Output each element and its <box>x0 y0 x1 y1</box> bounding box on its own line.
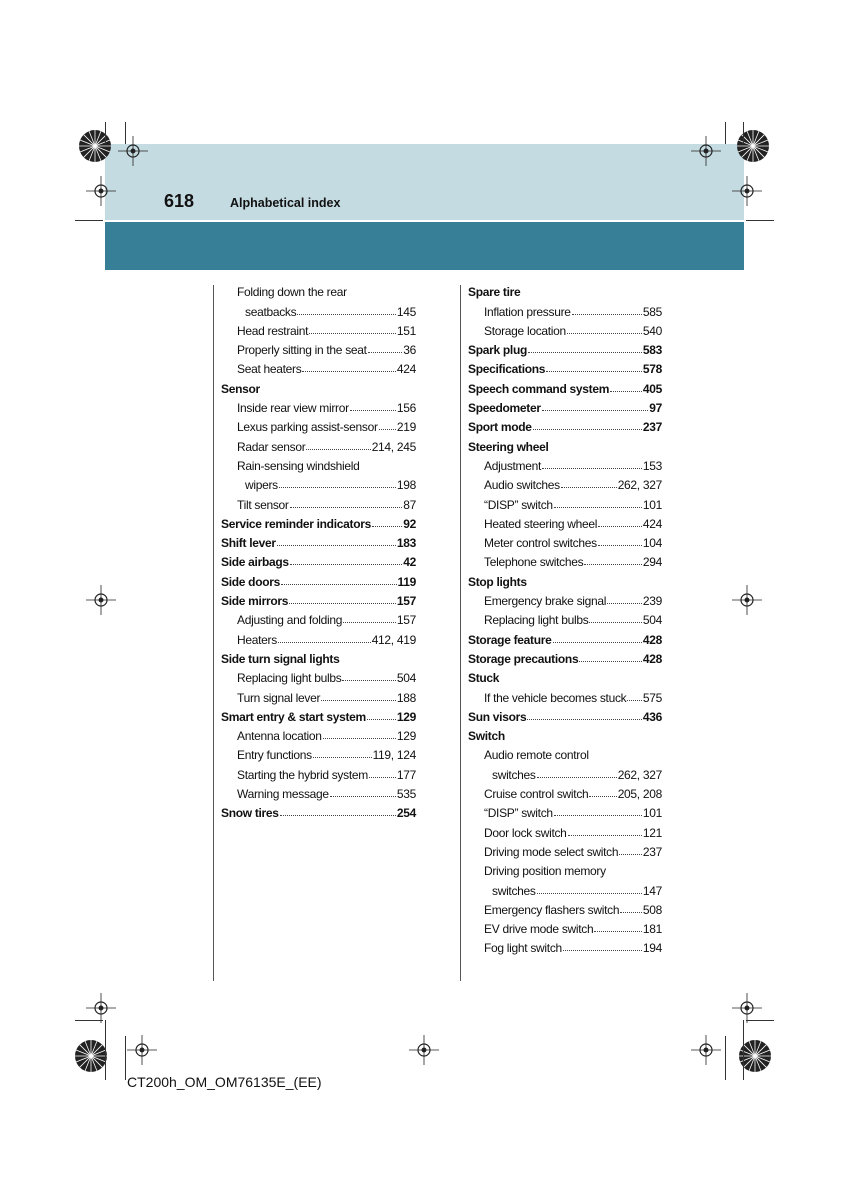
dot-leader <box>546 371 642 372</box>
crop-mark <box>105 1020 106 1080</box>
index-entry-page: 151 <box>396 323 416 338</box>
index-entry-text: Shift lever <box>221 536 276 551</box>
index-entry <box>221 299 416 318</box>
index-entry <box>468 319 662 338</box>
index-entry-text: Speech command system <box>468 381 610 396</box>
index-entry-text: Storage feature <box>468 632 552 647</box>
crosshair-target-icon <box>691 1035 721 1065</box>
index-entry-text: Replacing light bulbs <box>237 671 342 686</box>
index-entry <box>221 589 416 608</box>
dot-leader <box>598 545 642 546</box>
index-entry-text: Emergency brake signal <box>484 594 607 609</box>
index-entry-text: Side mirrors <box>221 594 289 609</box>
index-entry <box>221 473 416 492</box>
index-entry-page: 87 <box>403 497 416 512</box>
dot-leader <box>542 468 642 469</box>
index-entry-page: 198 <box>396 478 416 493</box>
dot-leader <box>368 352 403 353</box>
index-entry-text: Tilt sensor <box>237 497 289 512</box>
dot-leader <box>297 314 396 315</box>
dot-leader <box>554 507 642 508</box>
index-entry-page: 121 <box>642 825 662 840</box>
index-entry-text: Speedometer <box>468 401 541 416</box>
dot-leader <box>594 931 641 932</box>
crosshair-target-icon <box>86 585 116 615</box>
index-entry-text: Lexus parking assist-sensor <box>237 420 378 435</box>
index-entry-text: Cruise control switch <box>484 787 589 802</box>
index-entry-text: Heaters <box>237 632 277 647</box>
index-entry <box>468 666 662 685</box>
index-entry-page: 237 <box>642 844 662 859</box>
index-entry-text: Sensor <box>221 381 260 396</box>
index-entry-text: Starting the hybrid system <box>237 767 368 782</box>
dot-leader <box>627 700 642 701</box>
index-entry-page: 177 <box>396 767 416 782</box>
registration-wheel-icon <box>75 126 115 166</box>
index-entry <box>468 608 662 627</box>
index-entry-page: 428 <box>642 651 662 666</box>
index-entry <box>468 434 662 453</box>
index-entry <box>221 743 416 762</box>
index-entry-page: 424 <box>642 516 662 531</box>
index-entry <box>221 705 416 724</box>
index-entry-text: Folding down the rear <box>237 285 347 300</box>
index-entry-text: EV drive mode switch <box>484 922 594 937</box>
index-entry-text: seatbacks <box>245 304 297 319</box>
index-entry-page: 583 <box>642 343 662 358</box>
column-divider-left <box>213 285 214 981</box>
index-entry-page: 156 <box>396 401 416 416</box>
registration-wheel-icon <box>733 126 773 166</box>
index-entry <box>221 454 416 473</box>
index-entry <box>468 743 662 762</box>
index-entry-page: 97 <box>649 401 662 416</box>
index-entry <box>221 608 416 627</box>
crosshair-target-icon <box>86 176 116 206</box>
index-entry-page: 575 <box>642 690 662 705</box>
index-entry-page: 508 <box>642 902 662 917</box>
index-entry-text: switches <box>492 767 536 782</box>
index-entry-text: Seat heaters <box>237 362 302 377</box>
dot-leader <box>372 526 402 527</box>
index-entry-text: Switch <box>468 729 505 744</box>
index-entry-page: 436 <box>642 709 662 724</box>
index-entry-page: 147 <box>642 883 662 898</box>
index-entry-text: Radar sensor <box>237 439 306 454</box>
crosshair-target-icon <box>732 176 762 206</box>
index-entry <box>468 299 662 318</box>
index-entry-page: 129 <box>396 729 416 744</box>
dot-leader <box>290 564 402 565</box>
index-entry <box>221 357 416 376</box>
index-entry-text: Audio remote control <box>484 748 589 763</box>
crop-mark <box>746 220 774 221</box>
index-entry-text: Inflation pressure <box>484 304 571 319</box>
index-entry-text: Driving mode select switch <box>484 844 619 859</box>
dot-leader <box>369 777 396 778</box>
index-entry <box>468 473 662 492</box>
index-entry-page: 540 <box>642 323 662 338</box>
index-entry <box>468 724 662 743</box>
crop-mark <box>125 122 126 144</box>
index-entry-text: Audio switches <box>484 478 560 493</box>
index-entry <box>468 415 662 434</box>
index-entry-text: Specifications <box>468 362 546 377</box>
index-entry-page: 157 <box>396 613 416 628</box>
index-entry <box>221 762 416 781</box>
dot-leader <box>537 777 617 778</box>
index-entry <box>221 396 416 415</box>
dot-leader <box>290 507 403 508</box>
index-entry <box>468 589 662 608</box>
crosshair-target-icon <box>691 136 721 166</box>
index-entry-page: 104 <box>642 536 662 551</box>
index-entry-page: 92 <box>403 516 416 531</box>
index-entry-text: Warning message <box>237 787 329 802</box>
index-entry-text: Adjustment <box>484 458 542 473</box>
index-entry-page: 101 <box>642 497 662 512</box>
index-entry-text: Entry functions <box>237 748 312 763</box>
dot-leader <box>589 796 616 797</box>
crosshair-target-icon <box>86 993 116 1023</box>
index-entry <box>468 338 662 357</box>
index-entry-page: 504 <box>642 613 662 628</box>
index-entry <box>468 762 662 781</box>
index-entry <box>221 647 416 666</box>
index-entry <box>221 550 416 569</box>
index-entry <box>221 531 416 550</box>
index-entry-text: Adjusting and folding <box>237 613 343 628</box>
dot-leader <box>279 487 396 488</box>
dot-leader <box>306 449 370 450</box>
index-entry-text: Smart entry & start system <box>221 709 366 724</box>
index-entry <box>468 820 662 839</box>
index-column-left <box>221 280 416 820</box>
index-entry-text: switches <box>492 883 536 898</box>
index-entry <box>468 454 662 473</box>
crosshair-target-icon <box>732 993 762 1023</box>
dot-leader <box>561 487 617 488</box>
crop-mark <box>743 1020 744 1080</box>
dot-leader <box>528 352 642 353</box>
index-entry-text: Storage location <box>484 323 566 338</box>
index-entry-page: 578 <box>642 362 662 377</box>
index-entry <box>468 782 662 801</box>
index-entry <box>468 801 662 820</box>
crop-mark <box>105 122 106 144</box>
index-entry-text: Sport mode <box>468 420 532 435</box>
index-column-right <box>468 280 662 955</box>
crosshair-target-icon <box>127 1035 157 1065</box>
dot-leader <box>589 622 641 623</box>
dot-leader <box>572 314 642 315</box>
dot-leader <box>330 796 396 797</box>
crop-mark <box>75 1020 103 1021</box>
index-entry-text: Steering wheel <box>468 439 549 454</box>
index-entry-text: Turn signal lever <box>237 690 321 705</box>
index-entry <box>468 531 662 550</box>
index-entry-text: “DISP” switch <box>484 806 553 821</box>
crop-mark <box>75 220 103 221</box>
index-entry-page: 405 <box>642 381 662 396</box>
crop-mark <box>725 1036 726 1080</box>
index-entry-text: Meter control switches <box>484 536 597 551</box>
index-entry-text: If the vehicle becomes stuck <box>484 690 627 705</box>
index-entry-page: 262, 327 <box>617 767 662 782</box>
dot-leader <box>527 719 642 720</box>
index-entry <box>221 512 416 531</box>
index-entry-text: Service reminder indicators <box>221 516 371 531</box>
index-entry-text: Spare tire <box>468 285 521 300</box>
index-entry <box>221 666 416 685</box>
dot-leader <box>342 680 395 681</box>
index-entry-page: 101 <box>642 806 662 821</box>
index-entry-page: 157 <box>396 594 416 609</box>
index-entry <box>468 685 662 704</box>
index-entry <box>468 396 662 415</box>
index-entry <box>221 415 416 434</box>
index-entry-text: Door lock switch <box>484 825 567 840</box>
crop-mark <box>125 1036 126 1080</box>
index-entry <box>468 550 662 569</box>
index-entry-page: 129 <box>396 709 416 724</box>
dot-leader <box>620 912 642 913</box>
dot-leader <box>533 429 642 430</box>
dot-leader <box>607 603 642 604</box>
index-entry-text: Side doors <box>221 574 281 589</box>
index-entry-page: 585 <box>642 304 662 319</box>
index-entry <box>468 376 662 395</box>
dot-leader <box>278 642 371 643</box>
index-entry-page: 412, 419 <box>371 632 416 647</box>
index-entry-text: Driving position memory <box>484 864 606 879</box>
index-entry <box>221 319 416 338</box>
index-entry-text: Emergency flashers switch <box>484 902 620 917</box>
index-entry <box>221 280 416 299</box>
index-entry <box>221 801 416 820</box>
index-entry-text: Head restraint <box>237 323 309 338</box>
index-entry <box>221 492 416 511</box>
dot-leader <box>610 391 642 392</box>
index-entry-text: Fog light switch <box>484 941 562 956</box>
index-entry-page: 239 <box>642 594 662 609</box>
index-entry-page: 214, 245 <box>371 439 416 454</box>
index-entry-text: Telephone switches <box>484 555 584 570</box>
index-entry-text: Stuck <box>468 671 500 686</box>
dot-leader <box>321 700 396 701</box>
index-entry-text: Side turn signal lights <box>221 651 340 666</box>
index-entry <box>468 492 662 511</box>
dot-leader <box>280 815 396 816</box>
index-entry <box>221 685 416 704</box>
index-entry <box>468 280 662 299</box>
index-entry-page: 428 <box>642 632 662 647</box>
index-entry-text: Replacing light bulbs <box>484 613 589 628</box>
index-entry-page: 262, 327 <box>617 478 662 493</box>
index-entry <box>221 627 416 646</box>
dot-leader <box>542 410 649 411</box>
crosshair-target-icon <box>118 136 148 166</box>
index-entry <box>221 724 416 743</box>
index-entry <box>468 936 662 955</box>
index-entry-page: 254 <box>396 806 416 821</box>
index-entry-text: Heated steering wheel <box>484 516 598 531</box>
dot-leader <box>281 584 397 585</box>
index-entry-text: Antenna location <box>237 729 322 744</box>
index-entry <box>221 569 416 588</box>
index-entry-page: 145 <box>396 304 416 319</box>
index-entry-text: “DISP” switch <box>484 497 553 512</box>
index-entry <box>221 376 416 395</box>
index-entry <box>468 859 662 878</box>
page-number: 618 <box>164 191 195 211</box>
index-entry-page: 188 <box>396 690 416 705</box>
index-entry-text: Side airbags <box>221 555 289 570</box>
document-code: CT200h_OM_OM76135E_(EE) <box>127 1074 322 1090</box>
dot-leader <box>568 835 642 836</box>
section-title: Alphabetical index <box>230 196 341 210</box>
index-entry-text: Properly sitting in the seat <box>237 343 367 358</box>
dot-leader <box>302 371 395 372</box>
index-entry <box>468 840 662 859</box>
index-entry <box>221 434 416 453</box>
header-band-light <box>105 144 744 220</box>
index-entry-page: 183 <box>396 536 416 551</box>
dot-leader <box>584 564 642 565</box>
index-entry-text: Storage precautions <box>468 651 579 666</box>
dot-leader <box>277 545 396 546</box>
registration-wheel-icon <box>735 1036 775 1076</box>
index-entry <box>468 917 662 936</box>
index-entry <box>468 627 662 646</box>
index-entry-page: 119, 124 <box>372 748 416 763</box>
index-entry-page: 219 <box>396 420 416 435</box>
index-entry-text: Inside rear view mirror <box>237 401 349 416</box>
index-entry <box>468 357 662 376</box>
index-entry-text: wipers <box>245 478 278 493</box>
index-entry-text: Rain-sensing windshield <box>237 458 360 473</box>
dot-leader <box>553 642 642 643</box>
index-entry <box>468 647 662 666</box>
index-entry-page: 294 <box>642 555 662 570</box>
dot-leader <box>289 603 396 604</box>
index-entry-page: 205, 208 <box>617 787 662 802</box>
index-entry-page: 181 <box>642 922 662 937</box>
index-entry-page: 119 <box>397 574 416 589</box>
index-entry-text: Sun visors <box>468 709 527 724</box>
dot-leader <box>554 815 642 816</box>
dot-leader <box>350 410 396 411</box>
dot-leader <box>619 854 642 855</box>
index-entry-page: 424 <box>396 362 416 377</box>
dot-leader <box>323 738 396 739</box>
index-entry <box>468 569 662 588</box>
index-entry <box>468 512 662 531</box>
header-band-dark <box>105 222 744 270</box>
dot-leader <box>313 757 372 758</box>
crop-mark <box>743 122 744 144</box>
index-entry-text: Snow tires <box>221 806 279 821</box>
dot-leader <box>579 661 642 662</box>
index-entry <box>468 705 662 724</box>
column-divider-middle <box>460 285 461 981</box>
index-entry-page: 194 <box>642 941 662 956</box>
index-entry <box>221 338 416 357</box>
index-entry <box>468 878 662 897</box>
dot-leader <box>598 526 642 527</box>
dot-leader <box>567 333 642 334</box>
index-entry-page: 36 <box>403 343 416 358</box>
crop-mark <box>746 1020 774 1021</box>
dot-leader <box>367 719 396 720</box>
index-entry-page: 153 <box>642 458 662 473</box>
index-entry-page: 42 <box>403 555 416 570</box>
index-entry-page: 237 <box>642 420 662 435</box>
index-entry-text: Spark plug <box>468 343 528 358</box>
index-entry <box>468 898 662 917</box>
crosshair-target-icon <box>732 585 762 615</box>
crop-mark <box>725 122 726 144</box>
index-entry-page: 504 <box>396 671 416 686</box>
dot-leader <box>537 893 642 894</box>
dot-leader <box>309 333 396 334</box>
index-entry-text: Stop lights <box>468 574 527 589</box>
index-entry-page: 535 <box>396 787 416 802</box>
dot-leader <box>379 429 396 430</box>
dot-leader <box>563 950 642 951</box>
dot-leader <box>343 622 396 623</box>
index-entry <box>221 782 416 801</box>
crosshair-target-icon <box>409 1035 439 1065</box>
